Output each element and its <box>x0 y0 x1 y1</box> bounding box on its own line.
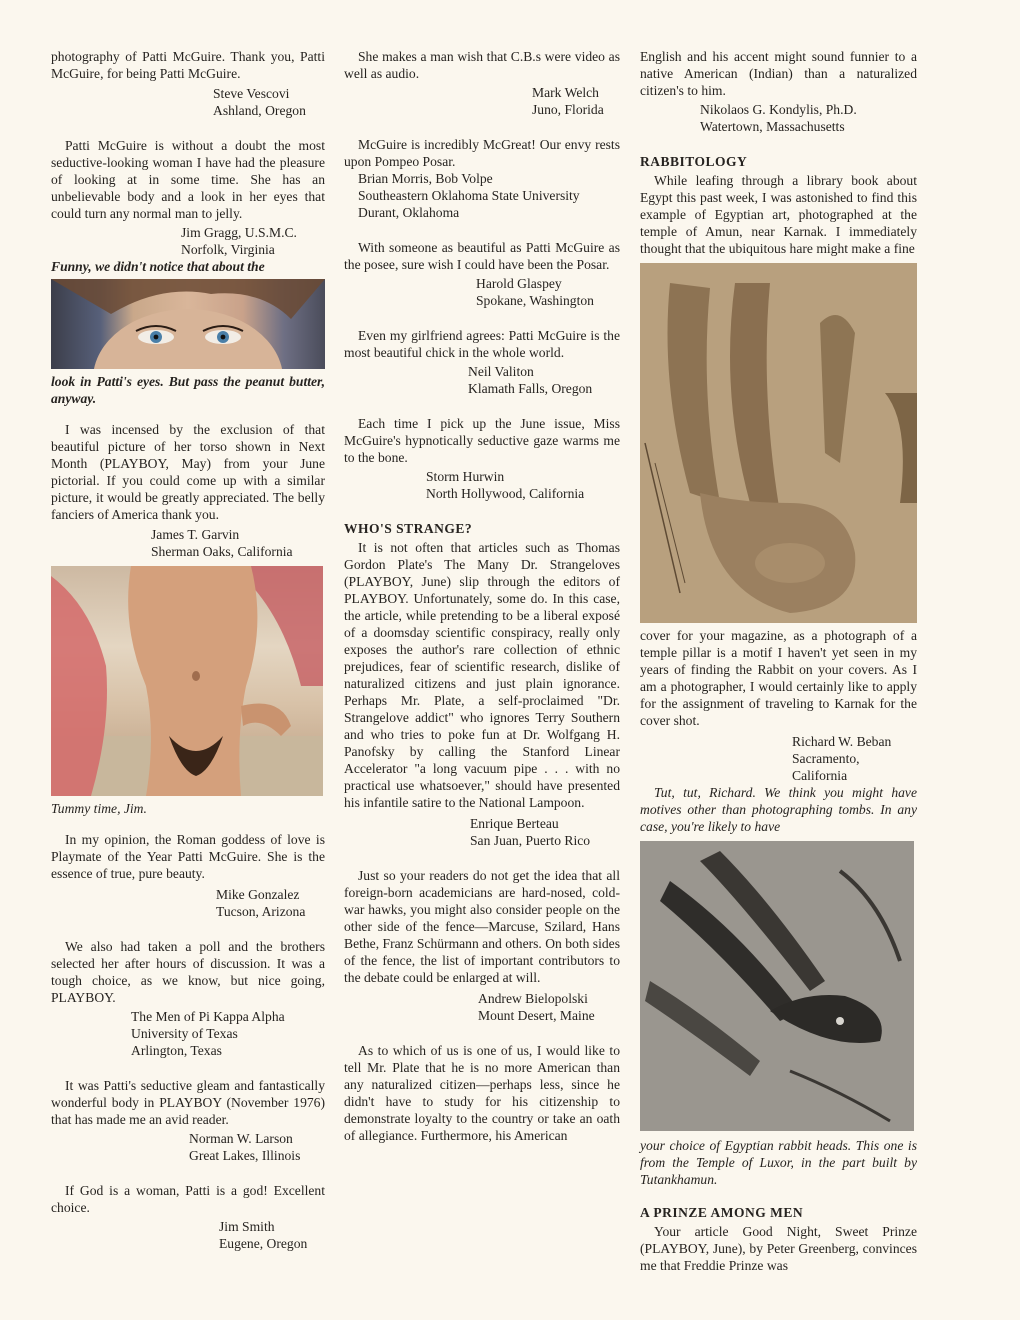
torso-photo <box>51 566 323 796</box>
letter-text: McGuire is incredibly McGreat! Our envy rests upon Pompeo Posar. <box>344 137 620 169</box>
signature-place: Spokane, Washington <box>476 293 594 308</box>
letter-signature <box>700 101 917 135</box>
signature-org: Southeastern Oklahoma State University <box>358 188 580 203</box>
letter-text: In my opinion, the Roman goddess of love is Playmate of the Year Patti McGuire. She is the essence of true, pure beauty. <box>51 832 325 881</box>
letter-text: English and his accent might sound funnier to a native American (Indian) than a naturalized citizen's to him. <box>640 49 917 98</box>
signature-place: San Juan, Puerto Rico <box>470 833 591 848</box>
letter-signature <box>532 84 620 118</box>
letter-text: Your article Good Night, Sweet Prinze (PLAYBOY, June), by Peter Greenberg, convinces me that Freddie Prinze was <box>640 1224 917 1273</box>
letter-text: Each time I pick up the June issue, Miss McGuire's hypnotically seductive gaze warms me to the bone. <box>344 416 620 465</box>
signature-place: Arlington, Texas <box>131 1043 222 1058</box>
letter-signature <box>219 1218 325 1252</box>
editor-reply: Funny, we didn't notice that about the <box>51 259 265 274</box>
section-heading: WHO'S STRANGE? <box>344 521 473 536</box>
letter-signature <box>426 468 620 502</box>
signature-name: Neil Valiton <box>468 364 534 379</box>
letter-text: It is not often that articles such as Thomas Gordon Plate's The Many Dr. Strangeloves (PLAYBOY, June) slip through the editors of PLAYBOY. Unfortunately, some do. In this case, the article, while pretending to be a liberal exposé of a doomsday scientific conspiracy, really only exposes the author's rare collection of ethnic prejudices, fear of scientific research, dislike of naturalized citizens and just plain ignorance. Perhaps Mr. Plate, a self-proclaimed "Dr. Strangelove addict" who ignores Terry Southern and who tries to poke fun at Dr. Wolfgang H. Panofsky by calling the Stanford Linear Accelerator "a long vacuum pipe . . . with no practical use whatsoever," should have presented his infantile satire to the National Lampoon. <box>344 540 620 810</box>
signature-name: Enrique Berteau <box>470 816 559 831</box>
column-left <box>51 48 325 1252</box>
section-heading: RABBITOLOGY <box>640 154 748 169</box>
letter-text: With someone as beautiful as Patti McGuire as the posee, sure wish I could have been the Posar. <box>344 240 620 272</box>
letter-text: cover for your magazine, as a photograph of a temple pillar is a motif I haven't yet seen in my years of finding the Rabbit on your covers. As I am a photographer, I would certainly like to apply for the assignment of traveling to Karnak for the cover shot. <box>640 628 917 728</box>
letter-signature <box>358 170 620 221</box>
signature-place: Norfolk, Virginia <box>181 242 275 257</box>
signature-place: Tucson, Arizona <box>216 904 306 919</box>
letter-text: Patti McGuire is without a doubt the most seductive-looking woman I have had the pleasure of looking at in some time. She has an unbelievable body and a look in her eyes that could turn any normal man to jelly. <box>51 138 325 221</box>
signature-place: Klamath Falls, Oregon <box>468 381 593 396</box>
signature-name: Richard W. Beban <box>792 734 892 749</box>
signature-name: Storm Hurwin <box>426 469 505 484</box>
signature-name: James T. Garvin <box>151 527 240 542</box>
signature-name: Jim Gragg, U.S.M.C. <box>181 225 297 240</box>
column-right <box>640 48 917 1274</box>
eyes-illustration <box>51 279 325 369</box>
eyes-photo <box>51 279 325 369</box>
letter-signature <box>468 363 620 397</box>
signature-place: Durant, Oklahoma <box>358 205 460 220</box>
letter-signature <box>181 224 325 258</box>
signature-name: The Men of Pi Kappa Alpha <box>131 1009 285 1024</box>
signature-name: Brian Morris, Bob Volpe <box>358 171 493 186</box>
letter-signature <box>470 815 620 849</box>
hare-carving-illustration <box>640 263 917 623</box>
signature-org: University of Texas <box>131 1026 238 1041</box>
column-middle <box>344 48 620 1144</box>
editor-reply: look in Patti's eyes. But pass the peanut butter, anyway. <box>51 374 325 406</box>
letter-signature <box>213 85 325 119</box>
letter-signature <box>189 1130 325 1164</box>
signature-place: Ashland, Oregon <box>213 103 306 118</box>
signature-name: Mark Welch <box>532 85 599 100</box>
signature-name: Nikolaos G. Kondylis, Ph.D. <box>700 102 857 117</box>
letter-signature <box>478 990 620 1024</box>
luxor-relief-photo <box>640 841 914 1131</box>
signature-place: Watertown, Massachusetts <box>700 119 845 134</box>
rabbit-head-relief-illustration <box>640 841 914 1131</box>
letter-text: photography of Patti McGuire. Thank you, Patti McGuire, for being Patti McGuire. <box>51 49 325 81</box>
letter-signature <box>792 733 917 784</box>
torso-illustration <box>51 566 323 796</box>
signature-place: Juno, Florida <box>532 102 604 117</box>
editor-reply: your choice of Egyptian rabbit heads. This one is from the Temple of Luxor, in the part built by Tutankhamun. <box>640 1138 917 1187</box>
letter-signature <box>151 526 325 560</box>
temple-pillar-photo <box>640 263 917 623</box>
signature-name: Steve Vescovi <box>213 86 290 101</box>
signature-place: North Hollywood, California <box>426 486 585 501</box>
letter-signature <box>476 275 620 309</box>
signature-name: Andrew Bielopolski <box>478 991 588 1006</box>
letter-text: While leafing through a library book about Egypt this past week, I was astonished to find this example of Egyptian art, photographed at the temple of Amun, near Karnak. I immediately thought that the ubiquitous hare might make a fine <box>640 173 917 256</box>
signature-place: Eugene, Oregon <box>219 1236 308 1251</box>
letter-text: She makes a man wish that C.B.s were video as well as audio. <box>344 49 620 81</box>
letter-signature <box>131 1008 325 1059</box>
letter-text: It was Patti's seductive gleam and fantastically wonderful body in PLAYBOY (November 1976) that has made me an avid reader. <box>51 1078 325 1127</box>
signature-place: Sacramento, California <box>792 751 860 783</box>
letter-text: We also had taken a poll and the brothers selected her after hours of discussion. It was a tough choice, as we know, but nice going, PLAYBOY. <box>51 939 325 1005</box>
letter-text: As to which of us is one of us, I would like to tell Mr. Plate that he is no more American than any naturalized citizen—perhaps less, since he didn't have to study for his citizenship to demonstrate loyalty to the country or take an oath of allegiance. Furthermore, his American <box>344 1043 620 1143</box>
section-heading: A PRINZE AMONG MEN <box>640 1205 804 1220</box>
signature-place: Sherman Oaks, California <box>151 544 293 559</box>
signature-name: Norman W. Larson <box>189 1131 293 1146</box>
signature-name: Jim Smith <box>219 1219 275 1234</box>
letter-text: Just so your readers do not get the idea that all foreign-born academicians are hard-nosed, cold-war hawks, you might also consider people on the other side of the fence—Marcuse, Szilard, Hans Bethe, Franz Schürmann and others. On both sides of the fence, the list of important contributors to the debate could be enlarged at will. <box>344 868 620 985</box>
signature-place: Mount Desert, Maine <box>478 1008 595 1023</box>
letter-signature <box>216 886 325 920</box>
signature-place: Great Lakes, Illinois <box>189 1148 301 1163</box>
letter-text: Even my girlfriend agrees: Patti McGuire is the most beautiful chick in the whole world. <box>344 328 620 360</box>
letter-text: If God is a woman, Patti is a god! Excellent choice. <box>51 1183 325 1215</box>
signature-name: Harold Glaspey <box>476 276 562 291</box>
photo-caption: Tummy time, Jim. <box>51 801 147 816</box>
editor-reply: Tut, tut, Richard. We think you might have motives other than photographing tombs. In any case, you're likely to have <box>640 785 917 834</box>
letter-text: I was incensed by the exclusion of that beautiful picture of her torso shown in Next Month (PLAYBOY, May) from your June pictorial. If you could come up with a similar picture, it would be greatly appreciated. The belly fanciers of America thank you. <box>51 422 325 522</box>
signature-name: Mike Gonzalez <box>216 887 300 902</box>
